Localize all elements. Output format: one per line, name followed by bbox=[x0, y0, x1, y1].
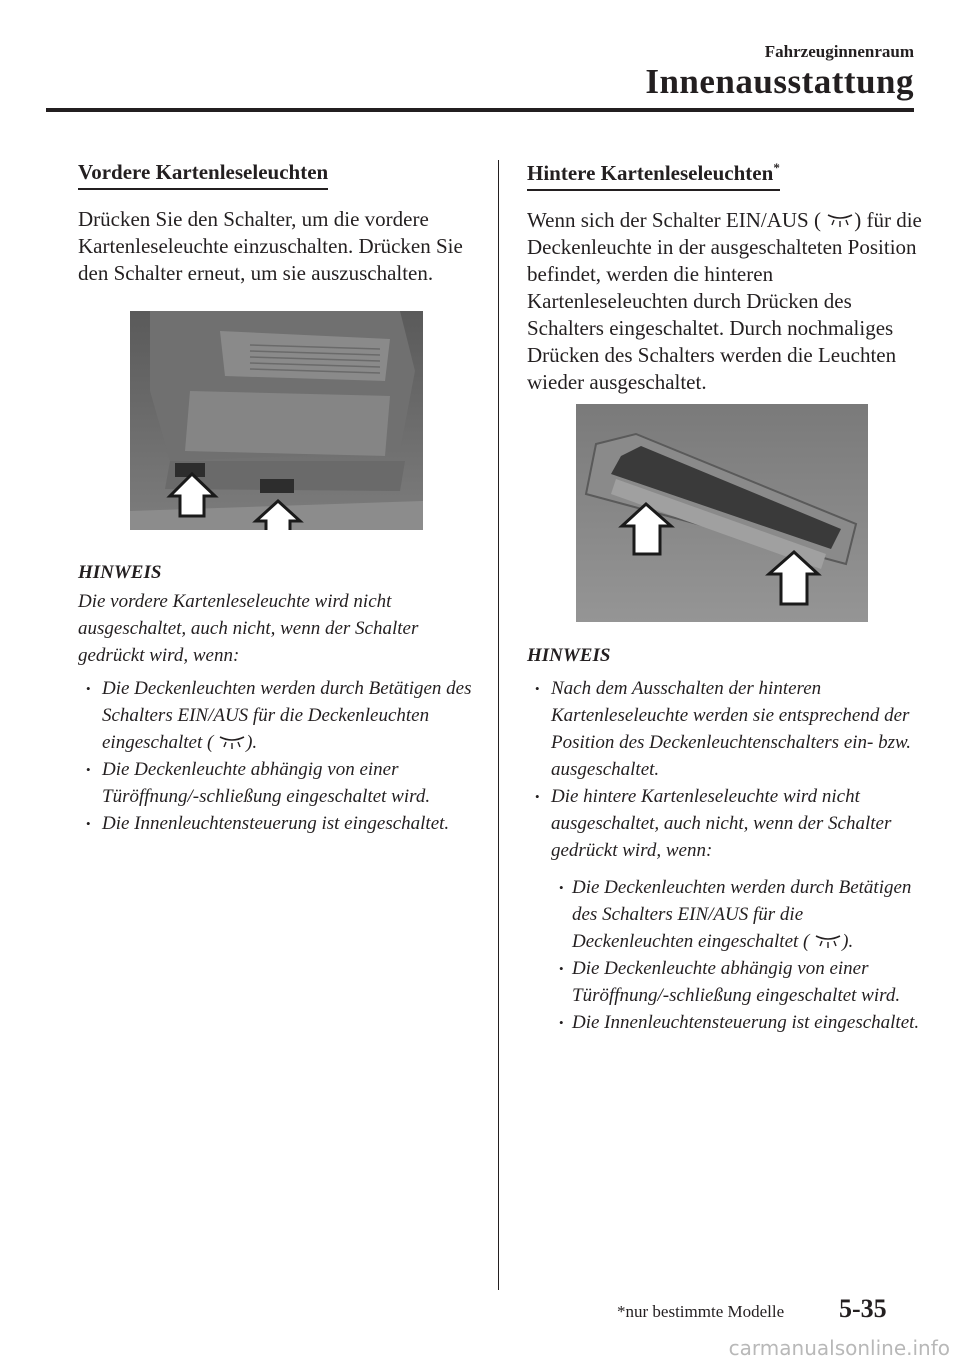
page-number: 5-35 bbox=[839, 1294, 887, 1323]
note-title: HINWEIS bbox=[78, 562, 162, 583]
list-item: • Die Deckenleuchten werden durch Betätigen des Schalters EIN/AUS für die Deckenleuchten eingeschaltet ( ). bbox=[78, 675, 478, 756]
list-item: • Die Deckenleuchten werden durch Betätigen des Schalters EIN/AUS für die Deckenleuchten eingeschaltet ( ). bbox=[551, 874, 927, 955]
rear-map-light-photo bbox=[576, 404, 868, 622]
rear-map-lights-title: Hintere Kartenleseleuchten* bbox=[527, 160, 780, 191]
list-item: • Die Innenleuchtensteuerung ist eingeschaltet. bbox=[78, 810, 478, 837]
section-label: Fahrzeuginnenraum bbox=[764, 42, 914, 61]
rear-note bbox=[527, 645, 927, 1036]
watermark: carmanualsonline.info bbox=[728, 1336, 950, 1360]
list-item: • Die Deckenleuchte abhängig von einer Türöffnung/-schließung eingeschaltet wird. bbox=[551, 955, 927, 1009]
list-item: • Die Innenleuchtensteuerung ist eingeschaltet. bbox=[551, 1009, 927, 1036]
chapter-title: Innenausstattung bbox=[645, 62, 914, 101]
footnote: *nur bestimmte Modelle bbox=[617, 1302, 785, 1321]
ceiling-light-icon bbox=[826, 213, 854, 231]
rear-map-lights-text: Wenn sich der Schalter EIN/AUS ( ) für die Deckenleuchte in der ausgeschalteten Position befindet, werden die hinteren Kartenleseleuchten durch Drücken des Schalters eingeschaltet. Durch nochmaliges Drücken des Schalters werden die Leuchten wieder ausgeschaltet. bbox=[527, 208, 922, 394]
front-map-lights-text: Drücken Sie den Schalter, um die vordere Kartenleseleuchte einzuschalten. Drücken Sie den Schalter erneut, um sie auszuschalten. bbox=[78, 207, 463, 285]
note-intro: Die vordere Kartenleseleuchte wird nicht ausgeschaltet, auch nicht, wenn der Schalter gedrückt wird, wenn: bbox=[78, 591, 419, 666]
header-rule bbox=[46, 108, 914, 112]
ceiling-light-icon bbox=[218, 735, 246, 753]
optional-mark: * bbox=[773, 160, 780, 175]
front-map-lights-section bbox=[78, 160, 478, 287]
note-title: HINWEIS bbox=[527, 645, 611, 666]
list-item: • Nach dem Ausschalten der hinteren Kartenleseleuchte werden sie entsprechend der Position des Deckenleuchtenschalters ein- bzw. ausgeschaltet. bbox=[527, 675, 927, 783]
list-item: • Die Deckenleuchte abhängig von einer Türöffnung/-schließung eingeschaltet wird. bbox=[78, 756, 478, 810]
rear-map-lights-section bbox=[527, 160, 927, 396]
ceiling-light-icon bbox=[814, 934, 842, 952]
column-divider bbox=[498, 160, 499, 1290]
front-map-light-photo bbox=[130, 311, 423, 530]
front-map-lights-title: Vordere Kartenleseleuchten bbox=[78, 160, 328, 190]
list-item: • Die hintere Kartenleseleuchte wird nicht ausgeschaltet, auch nicht, wenn der Schalter gedrückt wird, wenn: bbox=[527, 783, 927, 864]
front-note bbox=[78, 562, 478, 837]
